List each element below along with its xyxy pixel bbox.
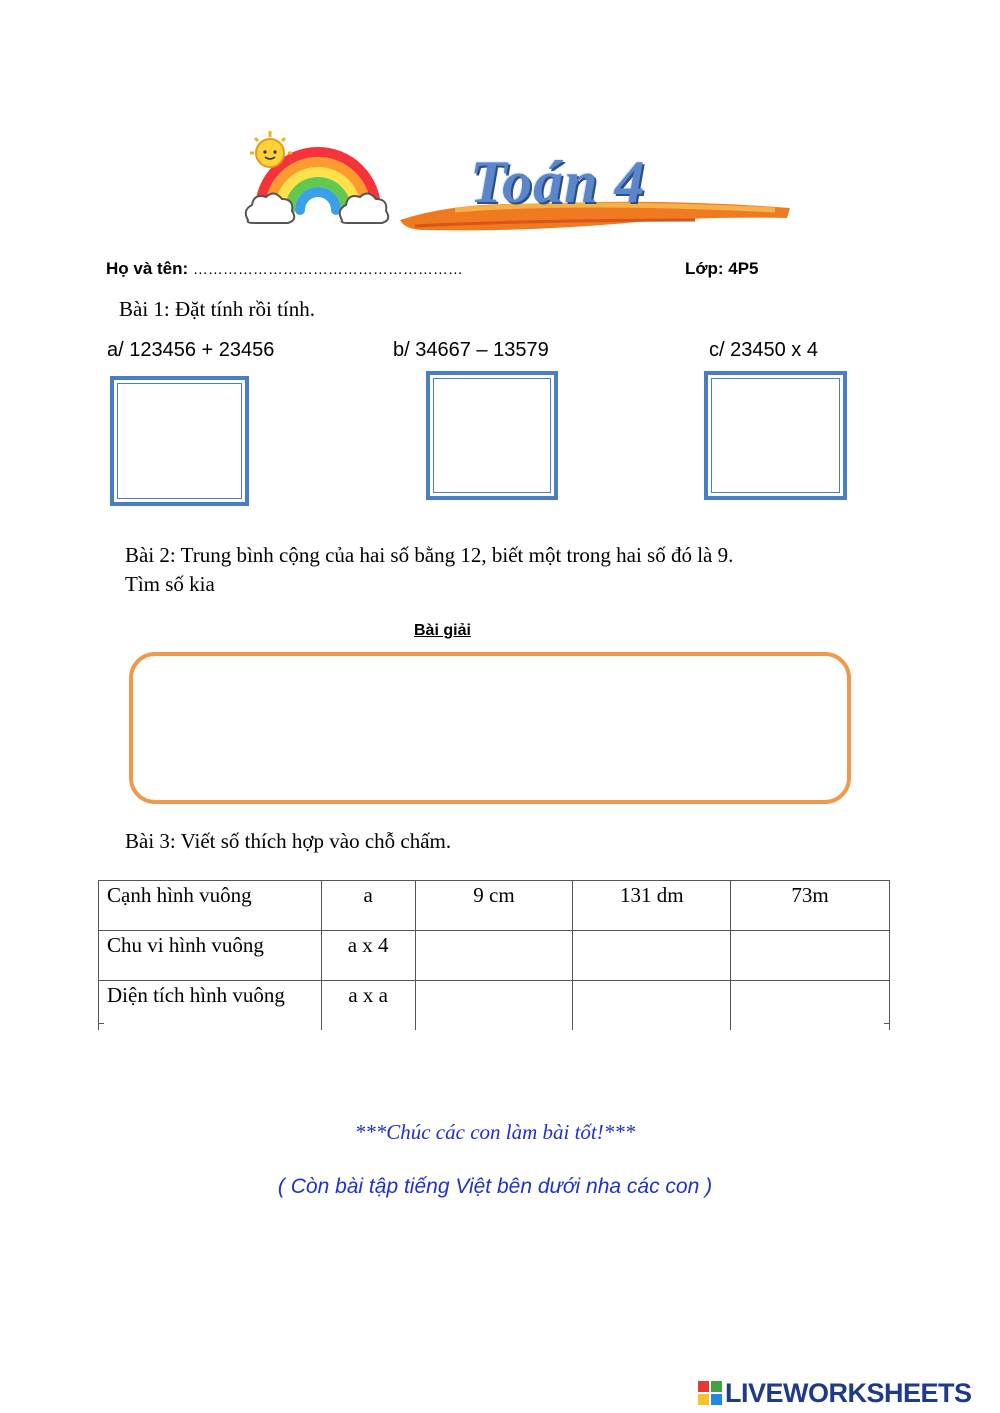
name-dots: ……………………………………………… bbox=[192, 261, 463, 278]
exercise2-heading bbox=[125, 541, 845, 599]
table-cell: 73m bbox=[731, 881, 890, 931]
cloud-icon bbox=[246, 193, 389, 223]
answer-cell[interactable] bbox=[731, 981, 890, 1031]
table-cell: 9 cm bbox=[415, 881, 573, 931]
square-table bbox=[98, 880, 890, 1030]
solution-answer-box[interactable] bbox=[129, 652, 851, 804]
table-cell: Cạnh hình vuông bbox=[99, 881, 322, 931]
table-cell: Diện tích hình vuông bbox=[99, 981, 322, 1031]
table-corner-mark bbox=[98, 1023, 104, 1024]
closing-message: ***Chúc các con làm bài tốt!*** bbox=[354, 1120, 636, 1144]
answer-box-a[interactable] bbox=[110, 376, 249, 506]
table-cell: a x a bbox=[321, 981, 415, 1031]
table-cell: 131 dm bbox=[573, 881, 731, 931]
table-corner-mark bbox=[884, 1023, 890, 1024]
table-cell: a bbox=[321, 881, 415, 931]
table-cell: Chu vi hình vuông bbox=[99, 931, 322, 981]
answer-cell[interactable] bbox=[415, 931, 573, 981]
answer-cell[interactable] bbox=[573, 981, 731, 1031]
answer-box-b[interactable] bbox=[426, 371, 558, 500]
class-label: Lớp: 4P5 bbox=[685, 259, 759, 278]
name-label: Họ và tên: bbox=[106, 259, 189, 278]
problem-a-label: a/ 123456 + 23456 bbox=[107, 339, 275, 361]
table-row bbox=[99, 881, 890, 931]
name-field[interactable] bbox=[106, 259, 463, 279]
answer-cell[interactable] bbox=[573, 931, 731, 981]
exercise2-line2: Tìm số kia bbox=[125, 572, 215, 596]
exercise3-heading: Bài 3: Viết số thích hợp vào chỗ chấm. bbox=[125, 829, 452, 853]
closing-note: ( Còn bài tập tiếng Việt bên dưới nha các con ) bbox=[277, 1175, 713, 1198]
liveworksheets-logo[interactable] bbox=[697, 1378, 972, 1408]
answer-cell[interactable] bbox=[731, 931, 890, 981]
answer-cell[interactable] bbox=[415, 981, 573, 1031]
liveworksheets-brand: LIVEWORKSHEETS bbox=[725, 1377, 972, 1408]
problem-c-label: c/ 23450 x 4 bbox=[709, 339, 818, 361]
exercise2-line1: Bài 2: Trung bình cộng của hai số bằng 12, biết một trong hai số đó là 9. bbox=[125, 543, 734, 567]
worksheet-title: Toán 4 bbox=[470, 149, 646, 215]
table-row bbox=[99, 981, 890, 1031]
table-row bbox=[99, 931, 890, 981]
problem-b-label: b/ 34667 – 13579 bbox=[393, 339, 549, 361]
liveworksheets-logo-icon bbox=[697, 1380, 723, 1406]
table-cell: a x 4 bbox=[321, 931, 415, 981]
exercise1-heading: Bài 1: Đặt tính rồi tính. bbox=[119, 297, 315, 321]
answer-box-c[interactable] bbox=[704, 371, 847, 500]
rainbow-icon bbox=[238, 125, 398, 230]
solution-label: Bài giải bbox=[414, 622, 471, 639]
